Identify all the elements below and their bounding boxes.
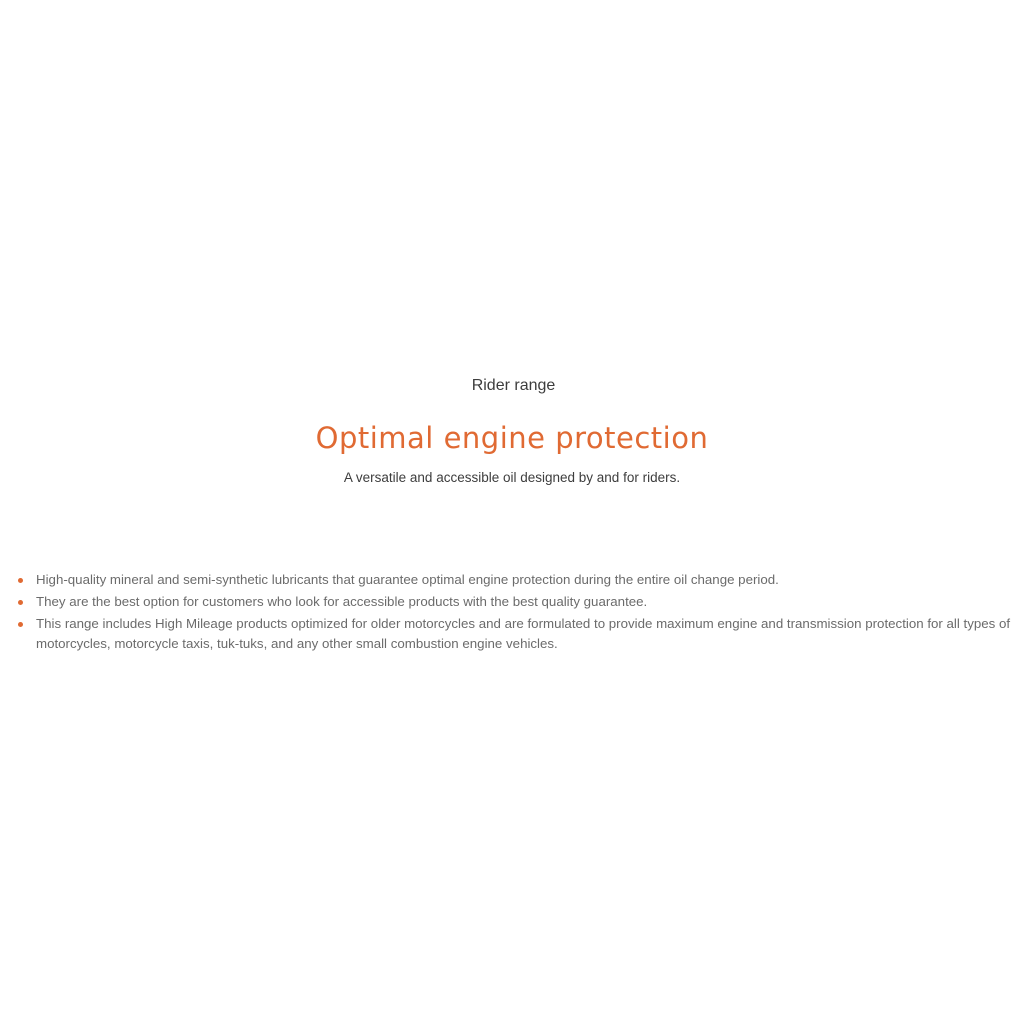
hero-section	[0, 372, 1024, 490]
tagline: A versatile and accessible oil designed by and for riders.	[343, 470, 681, 485]
list-item-text: They are the best option for customers who look for accessible products with the best quality guarantee.	[36, 594, 648, 609]
list-item	[18, 614, 1012, 653]
page-title: Optimal engine protection	[315, 421, 709, 455]
bullet-icon	[18, 578, 23, 583]
list-item	[18, 592, 1012, 612]
feature-list	[18, 570, 1012, 656]
bullet-icon	[18, 600, 23, 605]
bullet-icon	[18, 622, 23, 627]
list-item	[18, 570, 1012, 590]
list-item-text: High-quality mineral and semi-synthetic lubricants that guarantee optimal engine protection during the entire oil change period.	[36, 572, 779, 587]
list-item-text: This range includes High Mileage products optimized for older motorcycles and are formulated to provide maximum engine and transmission protection for all types of motorcycles, motorcycle taxis, tuk-tuks, and any other small combustion engine vehicles.	[36, 616, 1011, 651]
range-label: Rider range	[471, 377, 556, 394]
